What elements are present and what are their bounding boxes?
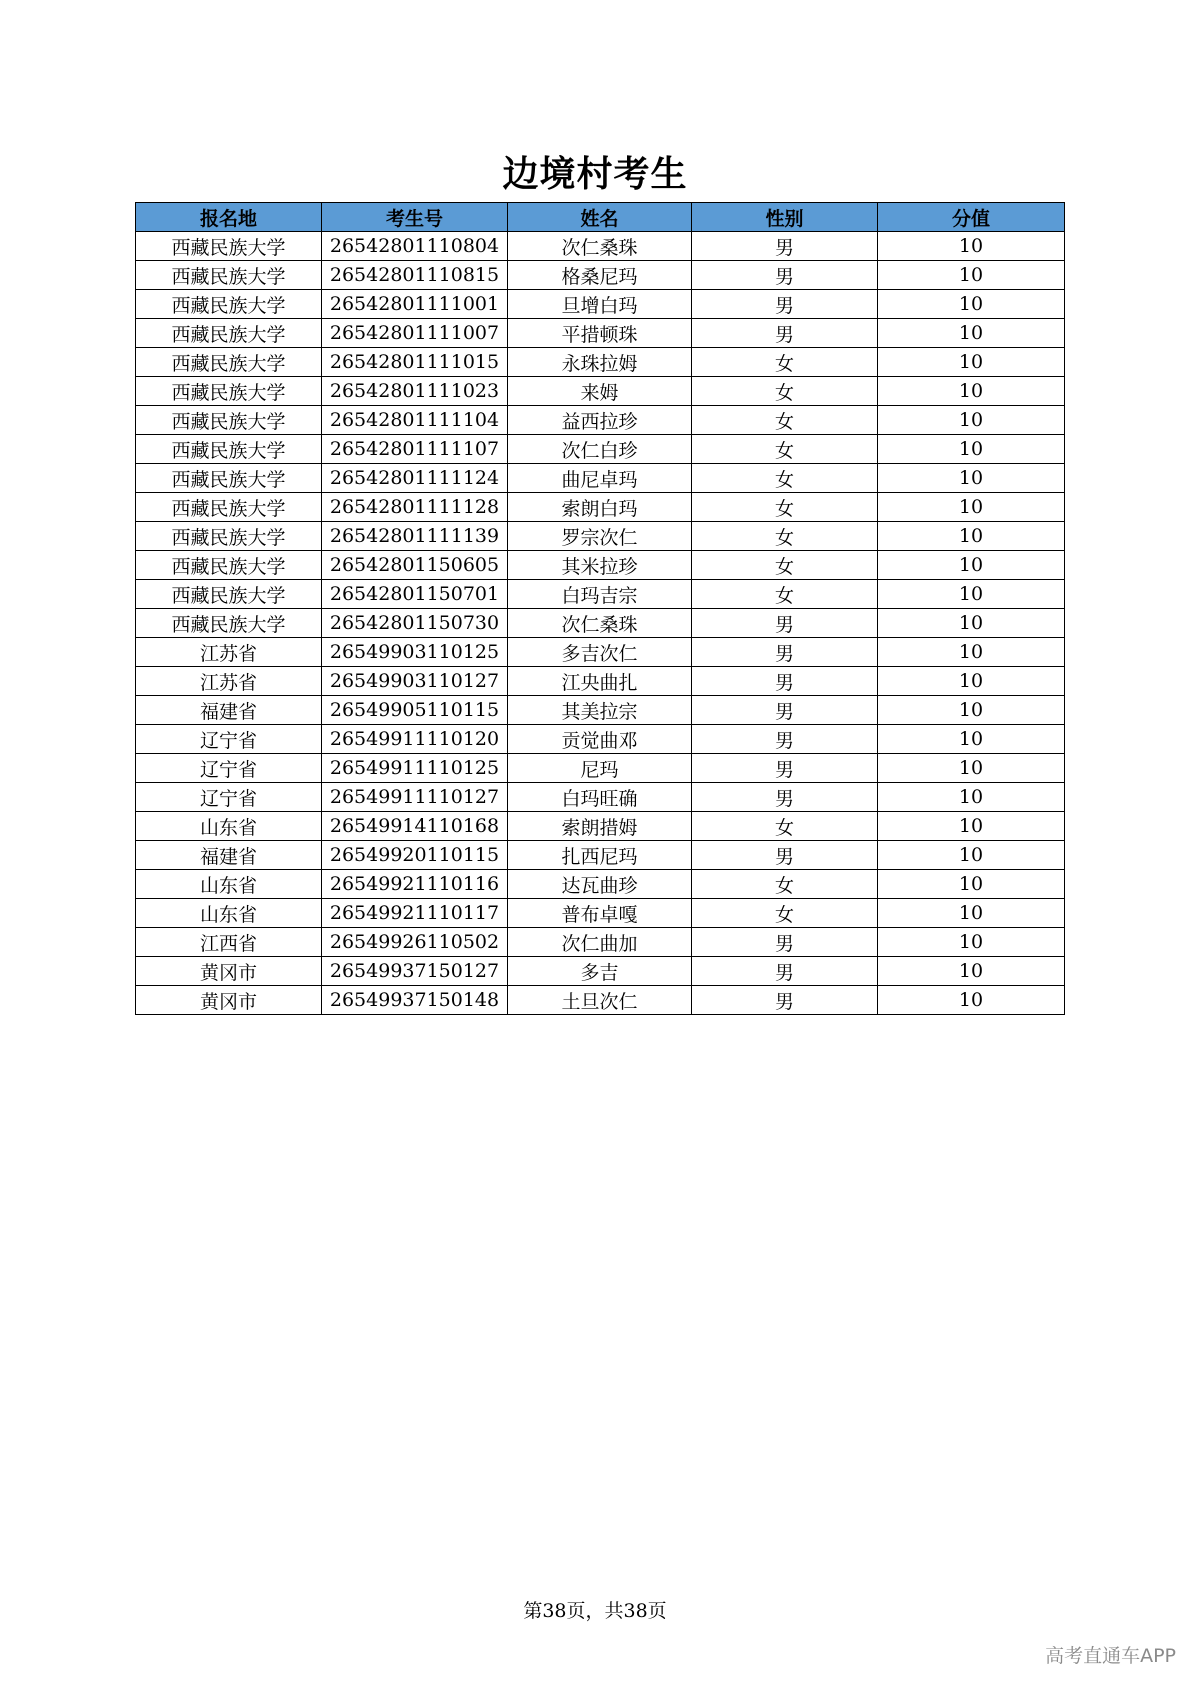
registration-place-cell: 西藏民族大学 — [136, 580, 322, 609]
table-row — [136, 928, 1065, 957]
registration-place-cell: 山东省 — [136, 870, 322, 899]
gender-cell: 女 — [692, 348, 878, 377]
registration-place-cell: 辽宁省 — [136, 754, 322, 783]
candidate-number-cell: 26549937150127 — [322, 957, 508, 986]
score-cell: 10 — [878, 638, 1065, 667]
registration-place-cell: 西藏民族大学 — [136, 609, 322, 638]
candidate-number-cell: 26549903110125 — [322, 638, 508, 667]
score-cell: 10 — [878, 261, 1065, 290]
name-cell: 来姆 — [508, 377, 692, 406]
score-cell: 10 — [878, 667, 1065, 696]
candidate-number-cell: 26549921110117 — [322, 899, 508, 928]
score-cell: 10 — [878, 696, 1065, 725]
name-cell: 永珠拉姆 — [508, 348, 692, 377]
registration-place-cell: 西藏民族大学 — [136, 464, 322, 493]
score-cell: 10 — [878, 464, 1065, 493]
name-cell: 土旦次仁 — [508, 986, 692, 1015]
name-cell: 尼玛 — [508, 754, 692, 783]
name-cell: 贡觉曲邓 — [508, 725, 692, 754]
table-row — [136, 261, 1065, 290]
candidate-number-cell: 26549905110115 — [322, 696, 508, 725]
table-row — [136, 377, 1065, 406]
registration-place-cell: 山东省 — [136, 812, 322, 841]
candidate-number-cell: 26542801111128 — [322, 493, 508, 522]
score-cell: 10 — [878, 551, 1065, 580]
table-row — [136, 580, 1065, 609]
candidate-number-cell: 26542801150605 — [322, 551, 508, 580]
score-cell: 10 — [878, 522, 1065, 551]
name-cell: 旦增白玛 — [508, 290, 692, 319]
page-title: 边境村考生 — [502, 154, 688, 195]
score-cell: 10 — [878, 290, 1065, 319]
registration-place-cell: 西藏民族大学 — [136, 522, 322, 551]
registration-place-cell: 辽宁省 — [136, 725, 322, 754]
score-cell: 10 — [878, 580, 1065, 609]
name-cell: 多吉次仁 — [508, 638, 692, 667]
candidate-number-cell: 26542801111023 — [322, 377, 508, 406]
candidate-number-cell: 26549926110502 — [322, 928, 508, 957]
table-row — [136, 986, 1065, 1015]
score-cell: 10 — [878, 957, 1065, 986]
gender-cell: 女 — [692, 580, 878, 609]
score-cell: 10 — [878, 493, 1065, 522]
table-header-row — [136, 203, 1065, 232]
gender-cell: 男 — [692, 725, 878, 754]
registration-place-cell: 西藏民族大学 — [136, 551, 322, 580]
table-row — [136, 319, 1065, 348]
registration-place-cell: 福建省 — [136, 696, 322, 725]
registration-place-cell: 江西省 — [136, 928, 322, 957]
gender-cell: 男 — [692, 696, 878, 725]
gender-cell: 男 — [692, 667, 878, 696]
score-cell: 10 — [878, 725, 1065, 754]
candidate-number-cell: 26542801111015 — [322, 348, 508, 377]
registration-place-cell: 黄冈市 — [136, 986, 322, 1015]
name-cell: 次仁曲加 — [508, 928, 692, 957]
table-row — [136, 493, 1065, 522]
score-cell: 10 — [878, 754, 1065, 783]
gender-cell: 女 — [692, 493, 878, 522]
column-header-score: 分值 — [878, 203, 1065, 232]
gender-cell: 男 — [692, 319, 878, 348]
name-cell: 次仁白珍 — [508, 435, 692, 464]
table-row — [136, 551, 1065, 580]
gender-cell: 女 — [692, 464, 878, 493]
column-header-gender: 性别 — [692, 203, 878, 232]
score-cell: 10 — [878, 928, 1065, 957]
name-cell: 普布卓嘎 — [508, 899, 692, 928]
gender-cell: 女 — [692, 870, 878, 899]
gender-cell: 女 — [692, 899, 878, 928]
registration-place-cell: 辽宁省 — [136, 783, 322, 812]
column-header-candidate-number: 考生号 — [322, 203, 508, 232]
gender-cell: 女 — [692, 377, 878, 406]
score-cell: 10 — [878, 377, 1065, 406]
column-header-registration-place: 报名地 — [136, 203, 322, 232]
candidate-number-cell: 26542801110815 — [322, 261, 508, 290]
score-cell: 10 — [878, 232, 1065, 261]
name-cell: 罗宗次仁 — [508, 522, 692, 551]
name-cell: 次仁桑珠 — [508, 232, 692, 261]
name-cell: 益西拉珍 — [508, 406, 692, 435]
name-cell: 平措顿珠 — [508, 319, 692, 348]
watermark: 高考直通车APP — [1045, 1645, 1176, 1667]
candidate-number-cell: 26542801111001 — [322, 290, 508, 319]
table-row — [136, 406, 1065, 435]
table-row — [136, 812, 1065, 841]
registration-place-cell: 西藏民族大学 — [136, 232, 322, 261]
name-cell: 达瓦曲珍 — [508, 870, 692, 899]
name-cell: 白玛旺确 — [508, 783, 692, 812]
score-cell: 10 — [878, 609, 1065, 638]
registration-place-cell: 江苏省 — [136, 667, 322, 696]
score-cell: 10 — [878, 812, 1065, 841]
table-row — [136, 522, 1065, 551]
table-row — [136, 754, 1065, 783]
table-row — [136, 464, 1065, 493]
score-cell: 10 — [878, 319, 1065, 348]
candidate-number-cell: 26549911110125 — [322, 754, 508, 783]
score-cell: 10 — [878, 348, 1065, 377]
candidate-table — [135, 202, 1065, 1015]
name-cell: 多吉 — [508, 957, 692, 986]
name-cell: 次仁桑珠 — [508, 609, 692, 638]
table-row — [136, 667, 1065, 696]
page-number: 第38页，共38页 — [523, 1600, 667, 1622]
table-row — [136, 348, 1065, 377]
candidate-number-cell: 26542801111107 — [322, 435, 508, 464]
name-cell: 索朗白玛 — [508, 493, 692, 522]
name-cell: 其米拉珍 — [508, 551, 692, 580]
score-cell: 10 — [878, 841, 1065, 870]
candidate-number-cell: 26542801150730 — [322, 609, 508, 638]
gender-cell: 男 — [692, 609, 878, 638]
column-header-name: 姓名 — [508, 203, 692, 232]
table-row — [136, 609, 1065, 638]
score-cell: 10 — [878, 435, 1065, 464]
score-cell: 10 — [878, 899, 1065, 928]
table-row — [136, 870, 1065, 899]
score-cell: 10 — [878, 783, 1065, 812]
gender-cell: 女 — [692, 551, 878, 580]
candidate-number-cell: 26542801111139 — [322, 522, 508, 551]
table-row — [136, 899, 1065, 928]
gender-cell: 男 — [692, 638, 878, 667]
name-cell: 江央曲扎 — [508, 667, 692, 696]
candidate-number-cell: 26542801110804 — [322, 232, 508, 261]
gender-cell: 女 — [692, 522, 878, 551]
table-row — [136, 725, 1065, 754]
name-cell: 扎西尼玛 — [508, 841, 692, 870]
candidate-number-cell: 26549911110120 — [322, 725, 508, 754]
table-body — [136, 232, 1065, 1015]
candidate-number-cell: 26542801150701 — [322, 580, 508, 609]
registration-place-cell: 西藏民族大学 — [136, 377, 322, 406]
candidate-number-cell: 26549911110127 — [322, 783, 508, 812]
registration-place-cell: 黄冈市 — [136, 957, 322, 986]
gender-cell: 男 — [692, 783, 878, 812]
candidate-number-cell: 26549920110115 — [322, 841, 508, 870]
gender-cell: 女 — [692, 406, 878, 435]
registration-place-cell: 江苏省 — [136, 638, 322, 667]
registration-place-cell: 西藏民族大学 — [136, 290, 322, 319]
gender-cell: 男 — [692, 841, 878, 870]
gender-cell: 男 — [692, 232, 878, 261]
candidate-number-cell: 26542801111124 — [322, 464, 508, 493]
registration-place-cell: 山东省 — [136, 899, 322, 928]
registration-place-cell: 西藏民族大学 — [136, 261, 322, 290]
gender-cell: 男 — [692, 986, 878, 1015]
name-cell: 索朗措姆 — [508, 812, 692, 841]
gender-cell: 男 — [692, 290, 878, 319]
candidate-number-cell: 26542801111104 — [322, 406, 508, 435]
registration-place-cell: 福建省 — [136, 841, 322, 870]
registration-place-cell: 西藏民族大学 — [136, 406, 322, 435]
name-cell: 格桑尼玛 — [508, 261, 692, 290]
name-cell: 曲尼卓玛 — [508, 464, 692, 493]
candidate-number-cell: 26549937150148 — [322, 986, 508, 1015]
score-cell: 10 — [878, 406, 1065, 435]
gender-cell: 男 — [692, 261, 878, 290]
gender-cell: 男 — [692, 957, 878, 986]
registration-place-cell: 西藏民族大学 — [136, 435, 322, 464]
name-cell: 其美拉宗 — [508, 696, 692, 725]
gender-cell: 女 — [692, 435, 878, 464]
gender-cell: 男 — [692, 754, 878, 783]
candidate-number-cell: 26549921110116 — [322, 870, 508, 899]
registration-place-cell: 西藏民族大学 — [136, 348, 322, 377]
table-row — [136, 290, 1065, 319]
candidate-number-cell: 26549914110168 — [322, 812, 508, 841]
gender-cell: 男 — [692, 928, 878, 957]
table-row — [136, 435, 1065, 464]
candidate-number-cell: 26549903110127 — [322, 667, 508, 696]
candidate-number-cell: 26542801111007 — [322, 319, 508, 348]
table-row — [136, 957, 1065, 986]
table-row — [136, 783, 1065, 812]
name-cell: 白玛吉宗 — [508, 580, 692, 609]
registration-place-cell: 西藏民族大学 — [136, 319, 322, 348]
score-cell: 10 — [878, 870, 1065, 899]
table-row — [136, 841, 1065, 870]
table-row — [136, 232, 1065, 261]
table-row — [136, 696, 1065, 725]
gender-cell: 女 — [692, 812, 878, 841]
registration-place-cell: 西藏民族大学 — [136, 493, 322, 522]
table-row — [136, 638, 1065, 667]
score-cell: 10 — [878, 986, 1065, 1015]
